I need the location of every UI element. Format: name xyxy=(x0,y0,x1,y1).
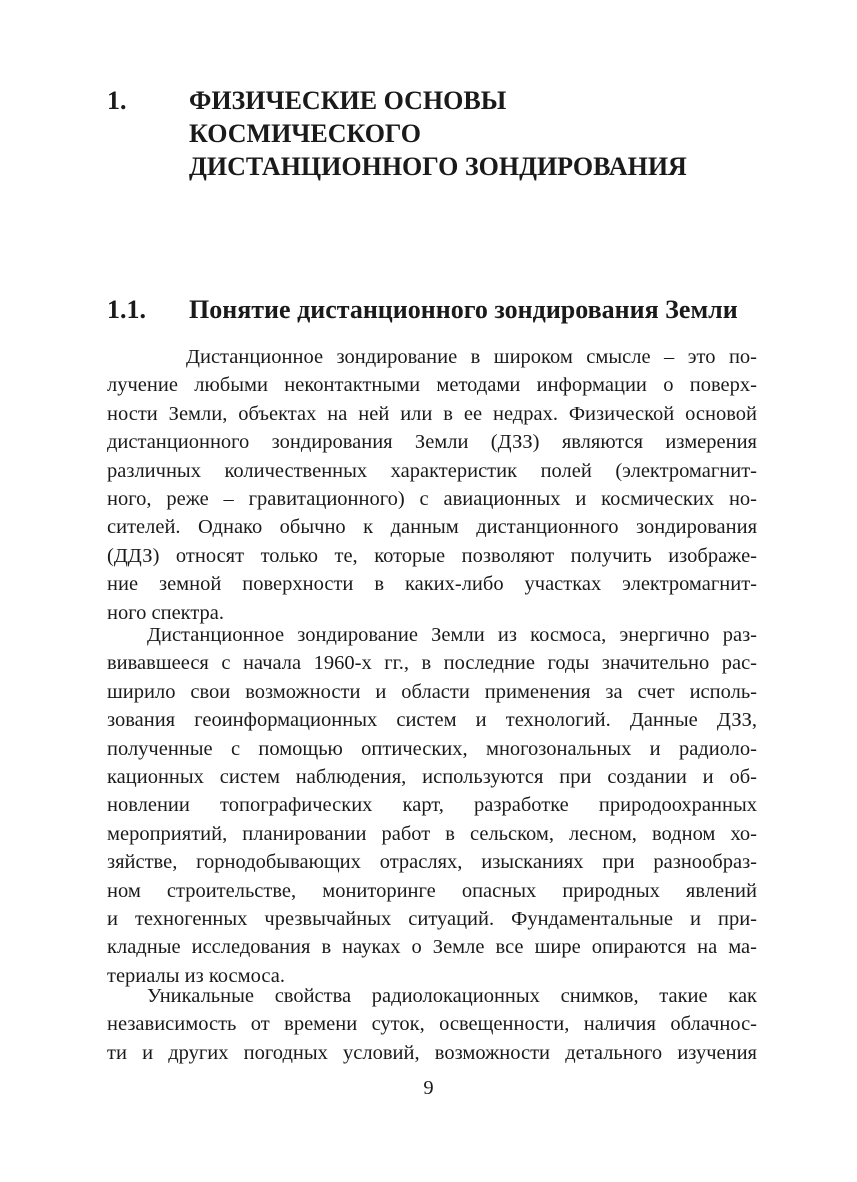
text-line: ние земной поверхности в каких-либо участках электромагнит- xyxy=(107,573,757,596)
chapter-title-line: ДИСТАНЦИОННОГО ЗОНДИРОВАНИЯ xyxy=(189,152,687,181)
text-line: новлении топографических карт, разработке природоохранных xyxy=(107,794,757,817)
section-number: 1.1. xyxy=(107,295,146,324)
text-line: различных количественных характеристик полей (электромагнит- xyxy=(107,459,757,482)
text-line: зования геоинформационных систем и технологий. Данные ДЗЗ, xyxy=(107,709,757,732)
text-line: ширило свои возможности и области применения за счет исполь- xyxy=(107,680,757,703)
text-line: кладные исследования в науках о Земле все шире опираются на ма- xyxy=(107,936,757,959)
text-line: и техногенных чрезвычайных ситуаций. Фундаментальные и при- xyxy=(107,907,757,930)
text-line: ности Земли, объектах на ней или в ее недрах. Физической основой xyxy=(107,402,757,425)
text-line: Уникальные свойства радиолокационных снимков, такие как xyxy=(147,985,757,1007)
text-line: (ДДЗ) относят только те, которые позволяют получить изображе- xyxy=(107,544,757,567)
text-line: дистанционного зондирования Земли (ДЗЗ) являются измерения xyxy=(107,431,757,454)
text-line: сителей. Однако обычно к данным дистанционного зондирования xyxy=(107,516,757,539)
text-line: полученные с помощью оптических, многозональных и радиоло- xyxy=(107,737,757,760)
text-line: ном строительстве, мониторинге опасных природных явлений xyxy=(107,879,757,902)
chapter-title-line: КОСМИЧЕСКОГО xyxy=(189,119,422,148)
text-line: ного спектра. xyxy=(107,601,225,624)
text-line: кационных систем наблюдения, используются при создании и об- xyxy=(107,765,757,788)
text-line: ного, реже – гравитационного) с авиационных и космических но- xyxy=(107,487,757,510)
text-line: мероприятий, планировании работ в сельском, лесном, водном хо- xyxy=(107,822,757,845)
chapter-title-line: ФИЗИЧЕСКИЕ ОСНОВЫ xyxy=(189,86,507,115)
text-line: лучение любыми неконтактными методами информации о поверх- xyxy=(107,374,757,397)
text-line: зяйстве, горнодобывающих отраслях, изысканиях при разнообраз- xyxy=(107,851,757,874)
text-line: Дистанционное зондирование в широком смысле – это по- xyxy=(186,346,757,368)
text-line: независимость от времени суток, освещенности, наличия облачнос- xyxy=(107,1013,757,1036)
text-line: ти и других погодных условий, возможности детального изучения xyxy=(107,1041,757,1064)
paragraph-3 xyxy=(107,982,757,1067)
text-line: териалы из космоса. xyxy=(107,964,285,987)
section-title: Понятие дистанционного зондирования Земли xyxy=(189,295,738,324)
chapter-title xyxy=(189,84,789,183)
paragraph-1 xyxy=(107,343,757,627)
chapter-number: 1. xyxy=(107,86,127,115)
text-line: Дистанционное зондирование Земли из космоса, энергично раз- xyxy=(147,624,757,646)
page-number: 9 xyxy=(423,1077,434,1099)
text-line: вивавшееся с начала 1960-х гг., в последние годы значительно рас- xyxy=(107,652,757,675)
paragraph-2 xyxy=(107,621,757,990)
